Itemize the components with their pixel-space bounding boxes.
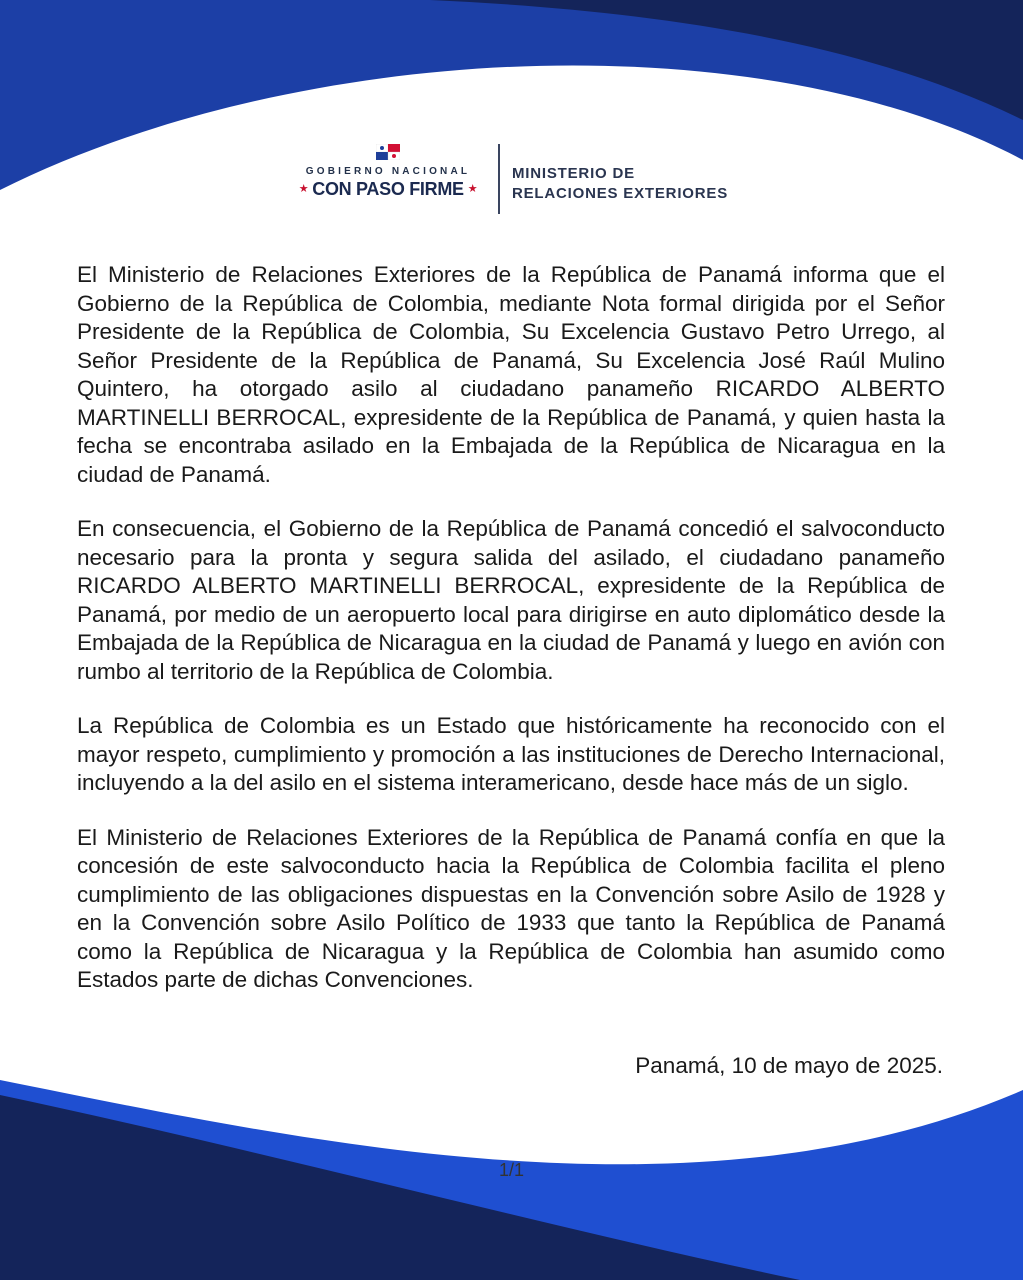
paragraph-2: En consecuencia, el Gobierno de la República de Panamá concedió el salvoconducto necesario para la pronta y segura salida del asilado, el ciudadano panameño RICARDO ALBERTO MARTINELLI BERROCAL, expresidente de la República de Panamá, por medio de un aeropuerto local para dirigirse en auto diplomático desde la Embajada de la República de Nicaragua en la ciudad de Panamá y luego en avión con rumbo al territorio de la República de Colombia. <box>77 516 945 684</box>
statement-body <box>77 261 945 1021</box>
paragraph-4: El Ministerio de Relaciones Exteriores de la República de Panamá confía en que la concesión de este salvoconducto hacia la República de Colombia facilita el pleno cumplimiento de las obligaciones dispuestas en la Convención sobre Asilo de 1928 y en la Convención sobre Asilo Político de 1933 que tanto la República de Panamá como la República de Nicaragua y la República de Colombia han asumido como Estados parte de dichas Convenciones. <box>77 824 945 992</box>
ministry-name <box>512 164 728 204</box>
gobierno-label: GOBIERNO NACIONAL <box>305 166 471 177</box>
government-logo <box>288 144 488 200</box>
letterhead <box>0 140 1023 220</box>
panama-flag-icon <box>376 144 400 160</box>
page-number: 1/1 <box>498 1160 525 1180</box>
ministry-line-2: RELACIONES EXTERIORES <box>512 185 728 202</box>
star-icon: ★ <box>467 183 478 195</box>
date-line: Panamá, 10 de mayo de 2025. <box>635 1053 943 1078</box>
ministry-line-1: MINISTERIO DE <box>512 165 635 182</box>
slogan <box>288 179 488 200</box>
paragraph-1: El Ministerio de Relaciones Exteriores de la República de Panamá informa que el Gobierno de la República de Colombia, mediante Nota formal dirigida por el Señor Presidente de la República de Colombia, Su Excelencia Gustavo Petro Urrego, al Señor Presidente de la República de Panamá, Su Excelencia José Raúl Mulino Quintero, ha otorgado asilo al ciudadano panameño RICARDO ALBERTO MARTINELLI BERROCAL, expresidente de la República de Panamá, y quien hasta la fecha se encontraba asilado en la Embajada de la República de Nicaragua en la ciudad de Panamá. <box>77 262 945 487</box>
header-divider <box>498 144 500 214</box>
slogan-text: CON PASO FIRME <box>312 179 464 199</box>
paragraph-3: La República de Colombia es un Estado que históricamente ha reconocido con el mayor respeto, cumplimiento y promoción a las instituciones de Derecho Internacional, incluyendo a la del asilo en el sistema interamericano, desde hace más de un siglo. <box>77 713 945 795</box>
star-icon: ★ <box>298 183 309 195</box>
